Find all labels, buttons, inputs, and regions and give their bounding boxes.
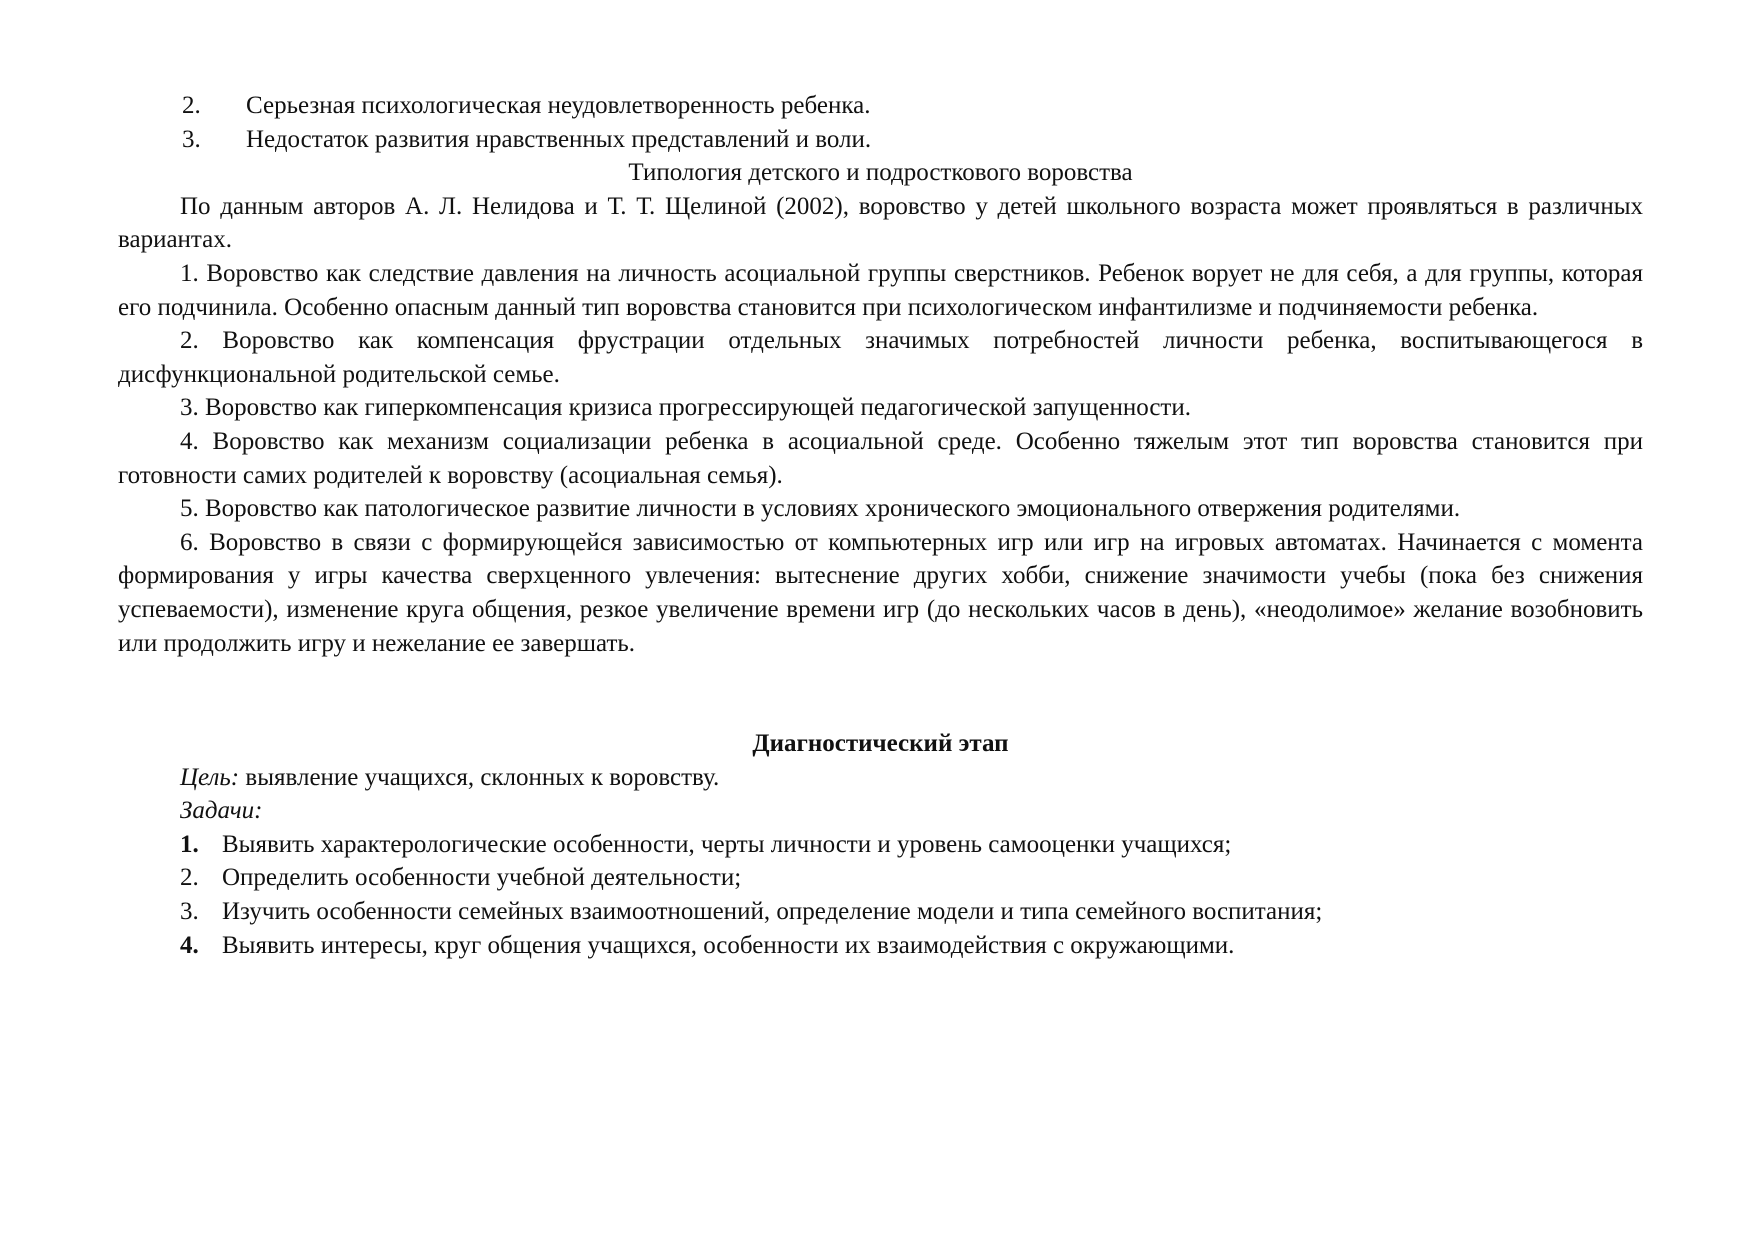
tasks-label: Задачи:	[180, 797, 263, 825]
typology-item-5: 5. Воровство как патологическое развитие личности в условиях хронического эмоционального отвержения родителями.	[180, 495, 1461, 523]
task-number: 4.	[180, 931, 199, 959]
list-item-number: 3.	[182, 125, 201, 153]
task-text: Выявить интересы, круг общения учащихся, особенности их взаимодействия с окружающими.	[222, 931, 1235, 959]
task-item	[118, 895, 1643, 929]
typology-item-3: 3. Воровство как гиперкомпенсация кризиса прогрессирующей педагогической запущенности.	[180, 394, 1191, 422]
list-item-text: Недостаток развития нравственных представлений и воли.	[246, 125, 872, 153]
list-item-number: 2.	[182, 92, 201, 119]
task-number: 1.	[180, 830, 199, 858]
list-item	[118, 123, 1643, 157]
goal-text: выявление учащихся, склонных к воровству.	[239, 763, 720, 791]
typology-item-2: 2. Воровство как компенсация фрустрации отдельных значимых потребностей личности ребенка, воспитывающегося в дисфункциональной родительской семье.	[118, 327, 1643, 388]
task-number: 3.	[180, 898, 199, 926]
task-number: 2.	[180, 864, 199, 892]
section-spacer	[118, 660, 1643, 727]
task-text: Определить особенности учебной деятельности;	[222, 864, 742, 892]
goal-label: Цель:	[180, 763, 240, 791]
task-item	[118, 929, 1643, 963]
typology-item-1: 1. Воровство как следствие давления на личность асоциальной группы сверстников. Ребенок ворует не для себя, а для группы, которая его подчинила. Особенно опасным данный тип воровства становится при психологическом инфантилизме и подчиняемости ребенка.	[118, 259, 1643, 321]
typology-item-4: 4. Воровство как механизм социализации ребенка в асоциальной среде. Особенно тяжелым этот тип воровства становится при готовности самих родителей к воровству (асоциальная семья).	[118, 427, 1643, 489]
diagnostic-goal	[118, 761, 1643, 795]
task-item	[118, 828, 1643, 862]
task-text: Выявить характерологические особенности, черты личности и уровень самооценки учащихся;	[222, 830, 1232, 858]
typology-item-6: 6. Воровство в связи с формирующейся зависимостью от компьютерных игр или игр на игровых автоматах. Начинается с момента формирования у игры качества сверхценного увлечения: вытеснение других хобби, снижение значимости учебы (пока без снижения успеваемости), изменение круга общения, резкое увеличение времени игр (до нескольких часов в день), «неодолимое» желание возобновить или продолжить игру и нежелание ее завершать.	[118, 528, 1643, 657]
task-item	[118, 861, 1643, 895]
document-page	[118, 89, 1643, 962]
list-item-text: Серьезная психологическая неудовлетворенность ребенка.	[246, 92, 871, 119]
diagnostic-title: Диагностический этап	[752, 730, 1009, 758]
typology-title: Типология детского и подросткового воровства	[628, 159, 1133, 187]
list-item	[118, 89, 1643, 123]
task-text: Изучить особенности семейных взаимоотношений, определение модели и типа семейного воспитания;	[222, 898, 1323, 926]
typology-intro: По данным авторов А. Л. Нелидова и Т. Т. Щелиной (2002), воровство у детей школьного возраста может проявляться в различных вариантах.	[118, 192, 1643, 254]
